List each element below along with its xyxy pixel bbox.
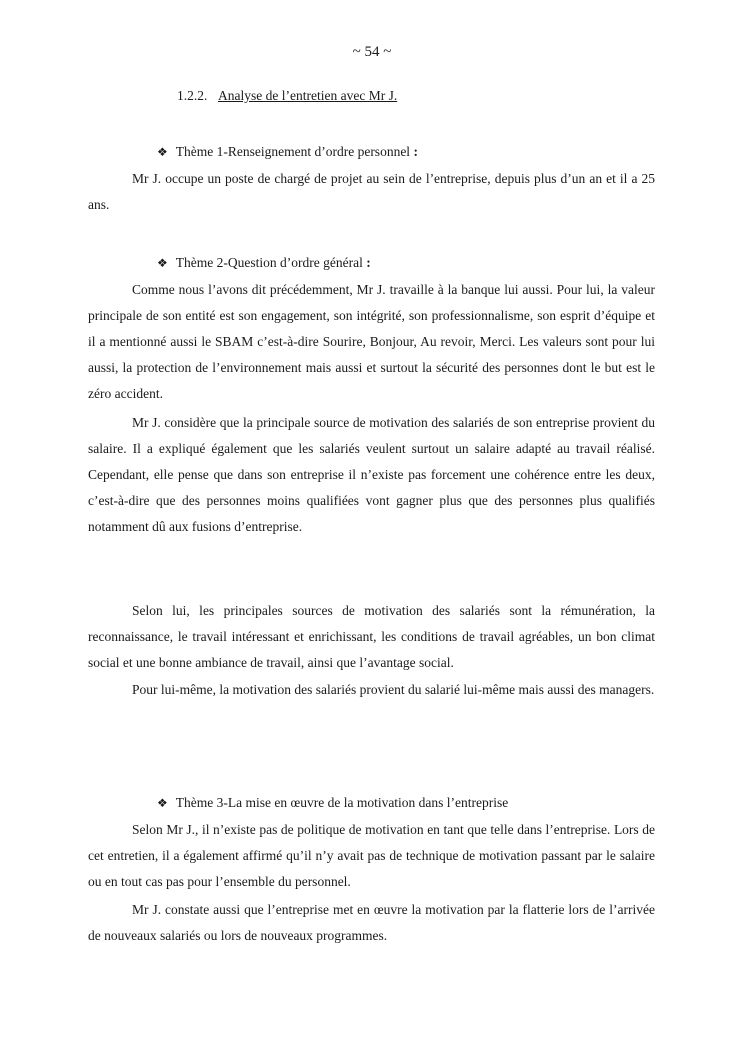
theme-suffix: : xyxy=(410,144,418,159)
paragraph: Selon lui, les principales sources de motivation des salariés sont la rémunération, la reconnaissance, le travail intéressant et enrichissant, les conditions de travail agréables, un bon climat social et une bonne ambiance de travail, ainsi que l’avantage social. xyxy=(88,603,655,670)
theme-suffix: : xyxy=(362,255,371,270)
section-heading xyxy=(177,88,397,104)
paragraph: Pour lui-même, la motivation des salariés provient du salarié lui-même mais aussi des managers. xyxy=(132,682,655,697)
theme-label: Thème 1-Renseignement d’ordre personnel xyxy=(175,144,411,159)
paragraph: Selon Mr J., il n’existe pas de politique de motivation en tant que telle dans l’entreprise. Lors de cet entretien, il a également affirmé qu’il n’y avait pas de technique de motivation passant par le salaire ou en tout cas pas pour l’ensemble du personnel. xyxy=(88,822,655,889)
theme-3-heading xyxy=(157,795,508,811)
theme-2-heading xyxy=(157,255,371,271)
diamond-bullet-icon: ❖ xyxy=(157,145,168,159)
diamond-bullet-icon: ❖ xyxy=(157,256,168,270)
theme-label: Thème 2-Question d’ordre général xyxy=(175,255,363,270)
paragraph: Mr J. constate aussi que l’entreprise met en œuvre la motivation par la flatterie lors de l’arrivée de nouveaux salariés ou lors de nouveaux programmes. xyxy=(88,902,655,943)
paragraph: Mr J. considère que la principale source de motivation des salariés de son entreprise provient du salaire. Il a expliqué également que les salariés veulent surtout un salaire adapté au travail réalisé. Cependant, elle pense que dans son entreprise il n’existe pas forcement une cohérence entre les deux, c’est-à-dire que des personnes moins qualifiées vont gagner plus que des personnes plus qualifiés notamment dû aux fusions d’entreprise. xyxy=(88,415,655,534)
section-title: Analyse de l’entretien avec Mr J. xyxy=(218,88,398,103)
page-number: ~ 54 ~ xyxy=(352,44,392,60)
theme-label: Thème 3-La mise en œuvre de la motivation dans l’entreprise xyxy=(175,795,509,810)
paragraph: Mr J. occupe un poste de chargé de projet au sein de l’entreprise, depuis plus d’un an et il a 25 ans. xyxy=(88,171,655,212)
theme-1-heading xyxy=(157,144,418,160)
section-number: 1.2.2. xyxy=(177,88,208,103)
paragraph: Comme nous l’avons dit précédemment, Mr J. travaille à la banque lui aussi. Pour lui, la valeur principale de son entité est son engagement, son intégrité, son professionnalisme, son esprit d’équipe et il a mentionné aussi le SBAM c’est-à-dire Sourire, Bonjour, Au revoir, Merci. Les valeurs sont pour lui aussi, la protection de l’environnement mais aussi et surtout la sécurité des personnes dont le but est le zéro accident. xyxy=(88,282,655,401)
diamond-bullet-icon: ❖ xyxy=(157,796,168,810)
